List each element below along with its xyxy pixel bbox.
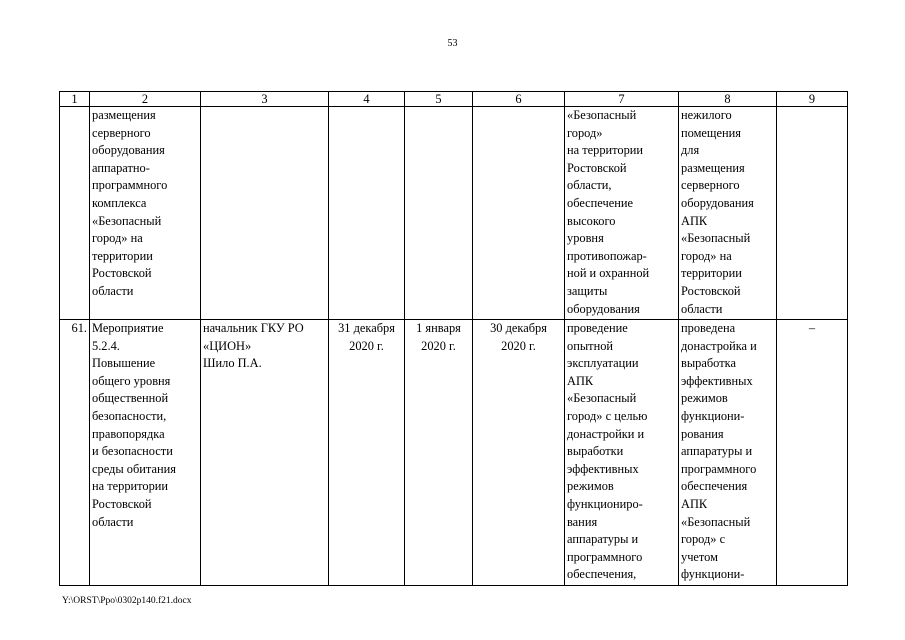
- cell-line: «Безопасный: [681, 514, 751, 529]
- cell-line: «Безопасный: [567, 108, 637, 122]
- header-cell: 9: [777, 92, 848, 107]
- cell-line: аппаратуры и: [681, 444, 753, 459]
- header-cell: 8: [679, 92, 777, 107]
- cell-line: учетом: [681, 549, 718, 564]
- cell-line: области,: [567, 178, 612, 193]
- cell-line: функциони-: [681, 567, 745, 582]
- cell-line: программного: [92, 178, 168, 193]
- cell-line: вания: [567, 514, 598, 529]
- cell-line: территории: [92, 248, 153, 263]
- cell-line: 1 января: [416, 321, 461, 335]
- cell-line: «Безопасный: [681, 231, 751, 246]
- cell-line: программного: [567, 549, 643, 564]
- cell-line: Ростовской: [92, 496, 152, 511]
- cell-line: общественной: [92, 391, 169, 406]
- cell-line: Ростовской: [567, 160, 627, 175]
- cell-line: опытной: [567, 338, 614, 353]
- cell-line: рования: [681, 426, 724, 441]
- cell-line: режимов: [681, 391, 728, 406]
- header-cell: 2: [90, 92, 201, 107]
- cell-line: выработки: [567, 444, 624, 459]
- cell-line: ной и охранной: [567, 266, 650, 281]
- date-cell: [329, 107, 405, 320]
- cell-line: области: [92, 514, 134, 529]
- cell-line: донастройки и: [567, 426, 645, 441]
- cell-line: донастройка и: [681, 338, 757, 353]
- cell-line: и безопасности: [92, 444, 173, 459]
- header-cell: 4: [329, 92, 405, 107]
- activity-cell: [90, 320, 201, 586]
- cell-line: эффективных: [681, 373, 753, 388]
- plan-table: [59, 91, 848, 586]
- cell-line: оборудования: [681, 195, 754, 210]
- cell-line: на территории: [567, 143, 644, 158]
- cell-line: оборудования: [567, 301, 640, 316]
- cell-line: противопожар-: [567, 248, 647, 263]
- cell-line: выработка: [681, 356, 736, 371]
- cell-line: «Безопасный: [92, 213, 162, 228]
- cell-line: город» с целью: [567, 408, 648, 423]
- end-date-cell: [473, 107, 565, 320]
- cell-line: серверного: [92, 125, 151, 140]
- cell-line: помещения: [681, 125, 741, 140]
- start-date-cell: [405, 320, 473, 586]
- cell-line: области: [92, 283, 134, 298]
- cell-line: 2020 г.: [501, 338, 536, 353]
- cell-line: проведение: [567, 321, 628, 335]
- table-row: [60, 107, 848, 320]
- cell-line: территории: [681, 266, 742, 281]
- cell-line: высокого: [567, 213, 616, 228]
- cell-line: АПК: [681, 213, 708, 228]
- cell-line: размещения: [681, 160, 745, 175]
- cell-line: эффективных: [567, 461, 639, 476]
- cell-line: 31 декабря: [338, 321, 395, 335]
- cell-line: безопасности,: [92, 408, 167, 423]
- cell-line: город» на: [681, 248, 732, 263]
- cell-line: уровня: [567, 231, 604, 246]
- start-date-cell: [405, 107, 473, 320]
- cell-line: начальник ГКУ РО: [203, 321, 304, 335]
- actual-result-cell: [679, 107, 777, 320]
- cell-line: Повышение: [92, 356, 156, 371]
- cell-line: Шило П.А.: [203, 356, 262, 371]
- cell-line: город» с: [681, 532, 726, 547]
- header-cell: 7: [565, 92, 679, 107]
- cell-line: проведена: [681, 321, 736, 335]
- date-cell: [329, 320, 405, 586]
- cell-line: на территории: [92, 479, 169, 494]
- cell-line: 30 декабря: [490, 321, 547, 335]
- cell-line: размещения: [92, 108, 156, 122]
- cell-line: программного: [681, 461, 757, 476]
- cell-line: правопорядка: [92, 426, 165, 441]
- cell-line: 2020 г.: [349, 338, 384, 353]
- cell-line: эксплуатации: [567, 356, 639, 371]
- cell-line: оборудования: [92, 143, 165, 158]
- cell-line: 2020 г.: [421, 338, 456, 353]
- header-cell: 5: [405, 92, 473, 107]
- cell-line: среды обитания: [92, 461, 176, 476]
- header-cell: 6: [473, 92, 565, 107]
- cell-line: функциониро-: [567, 496, 643, 511]
- executor-cell: [201, 320, 329, 586]
- cell-line: для: [681, 143, 700, 158]
- note-cell: [777, 107, 848, 320]
- cell-line: «Безопасный: [567, 391, 637, 406]
- cell-line: серверного: [681, 178, 740, 193]
- cell-line: комплекса: [92, 195, 147, 210]
- cell-line: город» на: [92, 231, 143, 246]
- cell-line: общего уровня: [92, 373, 171, 388]
- cell-line: 5.2.4.: [92, 338, 120, 353]
- cell-line: «ЦИОН»: [203, 338, 252, 353]
- cell-line: обеспечения,: [567, 567, 637, 582]
- file-path-footer: Y:\ORST\Ppo\0302p140.f21.docx: [62, 596, 192, 606]
- cell-line: защиты: [567, 283, 608, 298]
- cell-line: области: [681, 301, 723, 316]
- cell-line: АПК: [567, 373, 594, 388]
- end-date-cell: [473, 320, 565, 586]
- cell-line: аппаратуры и: [567, 532, 639, 547]
- header-cell: 1: [60, 92, 90, 107]
- cell-line: режимов: [567, 479, 614, 494]
- cell-line: обеспечения: [681, 479, 748, 494]
- row-number-cell: 61.: [60, 320, 90, 586]
- actual-result-cell: [679, 320, 777, 586]
- row-number-cell: [60, 107, 90, 320]
- cell-line: нежилого: [681, 108, 732, 122]
- executor-cell: [201, 107, 329, 320]
- table-row: [60, 320, 848, 586]
- note-cell: –: [777, 320, 848, 586]
- cell-line: аппаратно-: [92, 160, 150, 175]
- cell-line: обеспечение: [567, 195, 633, 210]
- header-row: [60, 92, 848, 107]
- activity-cell: [90, 107, 201, 320]
- expected-result-cell: [565, 107, 679, 320]
- page-number: 53: [447, 38, 458, 49]
- header-cell: 3: [201, 92, 329, 107]
- cell-line: функциони-: [681, 408, 745, 423]
- cell-line: Мероприятие: [92, 321, 164, 335]
- cell-line: Ростовской: [681, 283, 741, 298]
- cell-line: АПК: [681, 496, 708, 511]
- cell-line: Ростовской: [92, 266, 152, 281]
- cell-line: город»: [567, 125, 603, 140]
- expected-result-cell: [565, 320, 679, 586]
